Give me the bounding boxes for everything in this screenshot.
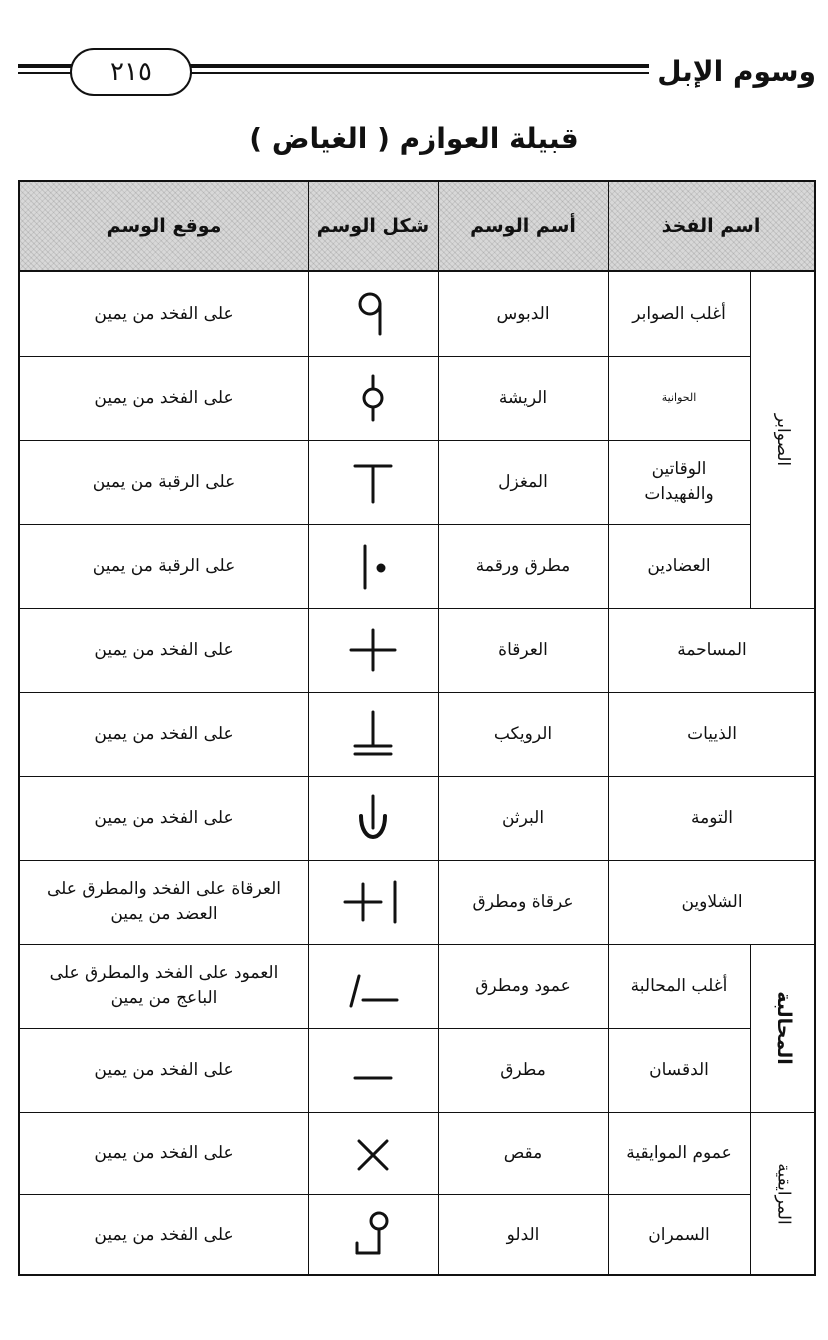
brand-location: على الفخد من يمين <box>94 303 234 324</box>
brand-name: الرويكب <box>493 723 553 744</box>
clan-name: الوقاتين والفهيدات <box>644 459 714 504</box>
brand-name: البرثن <box>501 807 545 828</box>
brand-location: على الرقبة من يمين <box>92 555 236 576</box>
mitraq-brand-icon <box>308 1028 438 1112</box>
clan-name: العضادين <box>647 555 711 576</box>
barthan-brand-icon <box>308 776 438 860</box>
reesha-brand-icon <box>308 356 438 440</box>
brand-location: على الفخد من يمين <box>94 1059 234 1080</box>
group-label-text: الصوابر <box>773 413 794 467</box>
mitraq-raqma-brand-icon <box>308 524 438 608</box>
arqaa-brand-icon <box>308 608 438 692</box>
page-header <box>18 38 816 98</box>
brand-name: مطرق <box>500 1059 546 1080</box>
clan-name: عموم الموايقية <box>626 1142 732 1163</box>
brand-location: على الفخد من يمين <box>94 723 234 744</box>
table-title: قبيلة العوازم ( الغياض ) <box>249 122 579 155</box>
group-label-mahalba <box>751 944 816 1112</box>
brand-name: مطرق ورقمة <box>475 555 571 576</box>
clan-name: أغلب المحالبة <box>630 975 728 996</box>
clan-name: الذييات <box>687 723 737 744</box>
brand-location: على الرقبة من يمين <box>92 471 236 492</box>
clan-name: الحوانية <box>661 391 697 405</box>
header-clan: اسم الفخذ <box>608 182 814 272</box>
group-label-sawaber <box>751 272 816 608</box>
book-title: وسوم الإبل <box>649 48 816 96</box>
brand-location: على الفخد من يمين <box>94 1142 234 1163</box>
ruwaykib-brand-icon <box>308 692 438 776</box>
header-brand-shape: شكل الوسم <box>308 182 438 272</box>
group-label-text: المرايقية <box>773 1163 794 1225</box>
brand-name: المغزل <box>498 471 548 492</box>
miqas-brand-icon <box>308 1112 438 1194</box>
clan-name: المساحمة <box>677 639 747 660</box>
clan-name: الدقسان <box>649 1059 709 1080</box>
brand-location: على الفخد من يمين <box>94 639 234 660</box>
mighzal-brand-icon <box>308 440 438 524</box>
brand-location: العمود على الفخد والمطرق على الباعج من يمين <box>49 963 279 1008</box>
brand-name: عمود ومطرق <box>475 975 571 996</box>
brands-table <box>18 180 816 1276</box>
clan-name: التومة <box>690 807 734 828</box>
brand-name: عرقاة ومطرق <box>472 891 574 912</box>
header-brand-name: أسم الوسم <box>438 182 608 272</box>
clan-name: الشلاوين <box>681 891 743 912</box>
group-label-text: المحالبة <box>772 991 795 1065</box>
brand-name: الدلو <box>506 1224 540 1245</box>
dalw-brand-icon <box>308 1194 438 1276</box>
dabous-brand-icon <box>308 272 438 356</box>
clan-name: السمران <box>648 1224 710 1245</box>
clan-name: أغلب الصوابر <box>632 303 726 324</box>
amood-mitraq-brand-icon <box>308 944 438 1028</box>
group-label-mawayqiya <box>751 1112 816 1276</box>
brand-location: على الفخد من يمين <box>94 807 234 828</box>
brand-location: على الفخد من يمين <box>94 1224 234 1245</box>
brand-name: الريشة <box>498 387 548 408</box>
arqaa-mitraq-brand-icon <box>308 860 438 944</box>
brand-name: الدبوس <box>496 303 550 324</box>
header-brand-location: موقع الوسم <box>20 182 308 272</box>
brand-location: العرقاة على الفخد والمطرق على العضد من يمين <box>46 879 282 924</box>
brand-location: على الفخد من يمين <box>94 387 234 408</box>
brand-name: مقص <box>503 1142 543 1163</box>
page-number: ٢١٥ <box>70 48 192 96</box>
brand-name: العرقاة <box>498 639 548 660</box>
